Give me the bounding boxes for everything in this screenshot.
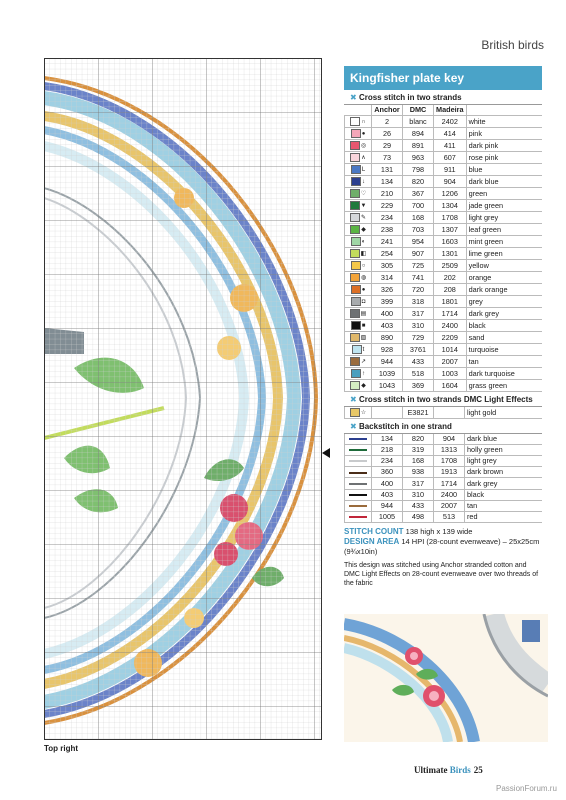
madeira-cell: 1714 xyxy=(434,478,465,489)
key-row xyxy=(345,248,543,260)
stitch-note: This design was stitched using Anchor stranded cotton and DMC Light Effects on 28-count evenweave over two threads of the fabric xyxy=(344,561,539,587)
full-cross-rows xyxy=(345,116,543,392)
symbol-cell xyxy=(345,140,372,152)
color-swatch-icon xyxy=(350,201,360,210)
madeira-cell: 1913 xyxy=(434,467,465,478)
key-row xyxy=(345,200,543,212)
color-swatch-icon xyxy=(350,117,360,126)
symbol-glyph: ■ xyxy=(361,323,366,330)
key-row xyxy=(345,478,543,489)
color-swatch-icon xyxy=(350,225,360,234)
symbol-glyph: ∩ xyxy=(361,119,366,126)
color-swatch-icon xyxy=(350,213,360,222)
key-row xyxy=(345,224,543,236)
anchor-cell: 218 xyxy=(372,445,403,456)
full-cross-table xyxy=(344,105,542,392)
symbol-cell xyxy=(345,467,372,478)
madeira-cell: 1313 xyxy=(434,445,465,456)
symbol-cell xyxy=(345,407,372,419)
design-area-value: 14 HPI (28-count evenweave) – 25x25cm (9¾x10in) xyxy=(344,536,540,556)
name-cell: sand xyxy=(466,332,542,344)
symbol-glyph: ☆ xyxy=(360,410,367,417)
key-row xyxy=(345,356,543,368)
section-marker-icon: ✖ xyxy=(350,395,357,405)
anchor-cell: 26 xyxy=(372,128,403,140)
symbol-cell xyxy=(345,248,372,260)
name-cell: leaf green xyxy=(466,224,542,236)
name-cell: dark brown xyxy=(465,467,543,478)
madeira-cell: 1301 xyxy=(434,248,467,260)
color-swatch-icon xyxy=(351,321,361,330)
symbol-glyph: ◧ xyxy=(360,251,367,258)
color-swatch-icon xyxy=(350,249,360,258)
backstitch-heading xyxy=(344,419,542,434)
color-swatch-icon xyxy=(350,357,360,366)
color-swatch-icon xyxy=(351,129,361,138)
anchor-cell: 134 xyxy=(372,176,403,188)
madeira-cell: 2400 xyxy=(434,489,465,500)
symbol-cell xyxy=(345,478,372,489)
anchor-cell: 1043 xyxy=(372,380,403,392)
symbol-cell xyxy=(345,212,372,224)
section-title: British birds xyxy=(481,38,544,52)
name-header xyxy=(466,105,542,116)
symbol-glyph: ◘ xyxy=(361,299,366,306)
dmc-cell: 907 xyxy=(403,248,434,260)
anchor-cell: 73 xyxy=(372,152,403,164)
madeira-cell: 513 xyxy=(434,511,465,522)
symbol-cell xyxy=(345,152,372,164)
key-row xyxy=(345,368,543,380)
page-footer xyxy=(414,765,483,775)
anchor-cell: 2 xyxy=(372,116,403,128)
color-swatch-icon xyxy=(352,345,362,354)
madeira-cell: 1206 xyxy=(434,188,467,200)
symbol-glyph: ○ xyxy=(361,263,366,270)
magazine-name-a: Ultimate xyxy=(414,765,448,775)
key-row xyxy=(345,188,543,200)
dmc-cell: 318 xyxy=(403,296,434,308)
anchor-cell: 944 xyxy=(372,356,403,368)
color-swatch-icon xyxy=(351,297,361,306)
madeira-cell: 904 xyxy=(434,434,465,445)
symbol-glyph: ◆ xyxy=(361,227,366,234)
madeira-cell: 1014 xyxy=(434,344,467,356)
symbol-glyph: ◐ xyxy=(361,239,366,246)
design-area-label: DESIGN AREA xyxy=(344,536,400,546)
backstitch-line-icon xyxy=(349,505,367,507)
key-row xyxy=(345,152,543,164)
madeira-cell: 1801 xyxy=(434,296,467,308)
name-cell: dark blue xyxy=(465,434,543,445)
symbol-cell xyxy=(345,356,372,368)
backstitch-line-icon xyxy=(349,460,367,462)
symbol-cell xyxy=(345,380,372,392)
symbol-glyph: ↓ xyxy=(362,179,365,186)
anchor-cell: 254 xyxy=(372,248,403,260)
name-cell: yellow xyxy=(466,260,542,272)
backstitch-line-icon xyxy=(349,472,367,474)
name-cell: jade green xyxy=(466,200,542,212)
dmc-cell: 894 xyxy=(403,128,434,140)
madeira-cell: 1714 xyxy=(434,308,467,320)
full-cross-heading-text: Cross stitch in two strands xyxy=(358,93,462,102)
dmc-cell: 798 xyxy=(403,164,434,176)
key-row xyxy=(345,236,543,248)
name-cell: black xyxy=(466,320,542,332)
anchor-cell: 234 xyxy=(372,456,403,467)
color-swatch-icon xyxy=(350,273,360,282)
key-row xyxy=(345,164,543,176)
symbol-cell xyxy=(345,368,372,380)
madeira-cell: 208 xyxy=(434,284,467,296)
madeira-cell xyxy=(434,407,465,419)
symbol-cell xyxy=(345,489,372,500)
key-row xyxy=(345,511,543,522)
key-panel xyxy=(344,66,542,588)
anchor-cell: 305 xyxy=(372,260,403,272)
anchor-cell: 890 xyxy=(372,332,403,344)
magazine-name-b: Birds xyxy=(449,765,471,775)
anchor-cell: 403 xyxy=(372,320,403,332)
color-swatch-icon xyxy=(350,189,360,198)
stitch-count-value: 138 high x 139 wide xyxy=(405,526,473,536)
dmc-cell: 317 xyxy=(403,308,434,320)
section-marker-icon: ✖ xyxy=(350,93,357,102)
color-swatch-icon xyxy=(351,177,361,186)
name-cell: dark orange xyxy=(466,284,542,296)
madeira-cell: 1304 xyxy=(434,200,467,212)
backstitch-line-icon xyxy=(349,449,367,451)
name-cell: mint green xyxy=(466,236,542,248)
symbol-glyph: ▧ xyxy=(360,335,367,342)
color-swatch-icon xyxy=(350,141,360,150)
name-cell: orange xyxy=(466,272,542,284)
symbol-cell xyxy=(345,296,372,308)
page-number: 25 xyxy=(473,765,483,775)
symbol-cell xyxy=(345,500,372,511)
light-effects-heading-text: Cross stitch in two strands DMC Light Effects xyxy=(358,395,533,405)
dmc-cell: 319 xyxy=(403,445,434,456)
anchor-cell: 928 xyxy=(372,344,403,356)
symbol-cell xyxy=(345,456,372,467)
light-effects-table xyxy=(344,407,542,419)
symbol-glyph: t xyxy=(362,347,365,354)
key-title: Kingfisher plate key xyxy=(344,66,542,90)
key-row xyxy=(345,500,543,511)
dmc-cell: 3761 xyxy=(403,344,434,356)
symbol-glyph: ● xyxy=(361,287,366,294)
stitch-count-label: STITCH COUNT xyxy=(344,526,404,536)
key-row xyxy=(345,489,543,500)
anchor-cell: 234 xyxy=(372,212,403,224)
dmc-cell: 820 xyxy=(403,176,434,188)
symbol-cell xyxy=(345,272,372,284)
chart-centre-arrow xyxy=(322,448,330,458)
madeira-cell: 607 xyxy=(434,152,467,164)
color-swatch-icon xyxy=(351,237,361,246)
name-cell: tan xyxy=(466,356,542,368)
name-cell: dark blue xyxy=(466,176,542,188)
dmc-cell: 433 xyxy=(403,500,434,511)
anchor-cell: 1039 xyxy=(372,368,403,380)
anchor-cell: 134 xyxy=(372,434,403,445)
dmc-cell: 367 xyxy=(403,188,434,200)
key-row xyxy=(345,296,543,308)
dmc-cell: 891 xyxy=(403,140,434,152)
madeira-cell: 1603 xyxy=(434,236,467,248)
dmc-cell: 168 xyxy=(403,212,434,224)
key-row xyxy=(345,467,543,478)
cross-stitch-chart xyxy=(44,58,322,740)
symbol-cell xyxy=(345,434,372,445)
dmc-cell: 741 xyxy=(403,272,434,284)
name-cell: dark grey xyxy=(465,478,543,489)
symbol-glyph: ↗ xyxy=(360,359,367,366)
dmc-cell: 720 xyxy=(403,284,434,296)
key-row xyxy=(345,308,543,320)
madeira-cell: 2007 xyxy=(434,356,467,368)
anchor-cell: 314 xyxy=(372,272,403,284)
dmc-cell: 820 xyxy=(403,434,434,445)
symbol-cell xyxy=(345,260,372,272)
symbol-glyph: ▼ xyxy=(360,203,367,210)
dmc-cell: blanc xyxy=(403,116,434,128)
anchor-cell: 229 xyxy=(372,200,403,212)
dmc-cell: 369 xyxy=(403,380,434,392)
key-row xyxy=(345,128,543,140)
symbol-glyph: ✎ xyxy=(360,215,367,222)
name-cell: blue xyxy=(466,164,542,176)
name-cell: pink xyxy=(466,128,542,140)
name-cell: light gold xyxy=(465,407,543,419)
dmc-cell: 963 xyxy=(403,152,434,164)
madeira-cell: 1003 xyxy=(434,368,467,380)
symbol-cell xyxy=(345,284,372,296)
name-cell: grass green xyxy=(466,380,542,392)
symbol-glyph: ◆ xyxy=(361,383,366,390)
anchor-cell: 360 xyxy=(372,467,403,478)
symbol-cell xyxy=(345,308,372,320)
dmc-cell: 703 xyxy=(403,224,434,236)
key-row xyxy=(345,176,543,188)
anchor-cell: 400 xyxy=(372,308,403,320)
madeira-cell: 414 xyxy=(434,128,467,140)
key-row xyxy=(345,380,543,392)
dmc-cell: 310 xyxy=(403,320,434,332)
key-row xyxy=(345,344,543,356)
symbol-cell xyxy=(345,445,372,456)
name-cell: grey xyxy=(466,296,542,308)
key-row xyxy=(345,212,543,224)
name-cell: lime green xyxy=(466,248,542,260)
symbol-cell xyxy=(345,188,372,200)
key-row xyxy=(345,260,543,272)
symbol-glyph: ◎ xyxy=(360,143,367,150)
name-cell: rose pink xyxy=(466,152,542,164)
symbol-glyph: L xyxy=(361,167,366,174)
symbol-glyph: ♡ xyxy=(360,191,367,198)
name-cell: black xyxy=(465,489,543,500)
symbol-glyph: ▤ xyxy=(360,311,367,318)
symbol-cell xyxy=(345,200,372,212)
name-cell: turquoise xyxy=(466,344,542,356)
symbol-cell xyxy=(345,236,372,248)
anchor-cell: 326 xyxy=(372,284,403,296)
madeira-header: Madeira xyxy=(434,105,467,116)
dmc-cell: 433 xyxy=(403,356,434,368)
key-row xyxy=(345,116,543,128)
name-cell: holly green xyxy=(465,445,543,456)
anchor-header: Anchor xyxy=(372,105,403,116)
madeira-cell: 2400 xyxy=(434,320,467,332)
color-swatch-icon xyxy=(351,285,361,294)
color-swatch-icon xyxy=(350,381,360,390)
symbol-cell xyxy=(345,224,372,236)
madeira-cell: 2402 xyxy=(434,116,467,128)
symbol-cell xyxy=(345,511,372,522)
key-row xyxy=(345,456,543,467)
key-row xyxy=(345,320,543,332)
dmc-cell: E3821 xyxy=(403,407,434,419)
key-row xyxy=(345,284,543,296)
name-cell: light grey xyxy=(465,456,543,467)
anchor-cell: 210 xyxy=(372,188,403,200)
backstitch-line-icon xyxy=(349,483,367,485)
name-cell: light grey xyxy=(466,212,542,224)
stitched-photo-graphic xyxy=(344,614,548,742)
anchor-cell: 1005 xyxy=(372,511,403,522)
name-cell: green xyxy=(466,188,542,200)
anchor-cell: 29 xyxy=(372,140,403,152)
name-cell: dark turquoise xyxy=(466,368,542,380)
dmc-cell: 700 xyxy=(403,200,434,212)
dmc-cell: 518 xyxy=(403,368,434,380)
backstitch-line-icon xyxy=(349,438,367,440)
name-cell: white xyxy=(466,116,542,128)
madeira-cell: 904 xyxy=(434,176,467,188)
full-cross-heading xyxy=(344,90,542,105)
light-effects-heading xyxy=(344,392,542,407)
color-swatch-icon xyxy=(351,165,361,174)
color-swatch-icon xyxy=(350,333,360,342)
stitched-photo xyxy=(344,614,548,742)
symbol-cell xyxy=(345,176,372,188)
madeira-cell: 1604 xyxy=(434,380,467,392)
color-swatch-icon xyxy=(351,369,361,378)
anchor-cell: 403 xyxy=(372,489,403,500)
symbol-cell xyxy=(345,116,372,128)
anchor-cell xyxy=(372,407,403,419)
anchor-cell: 944 xyxy=(372,500,403,511)
color-swatch-icon xyxy=(351,261,361,270)
dmc-cell: 954 xyxy=(403,236,434,248)
madeira-cell: 2007 xyxy=(434,500,465,511)
dmc-cell: 168 xyxy=(403,456,434,467)
key-row xyxy=(345,434,543,445)
key-row xyxy=(345,407,543,419)
color-swatch-icon xyxy=(350,153,360,162)
key-row xyxy=(345,272,543,284)
symbol-glyph: ◍ xyxy=(360,275,367,282)
dmc-cell: 498 xyxy=(403,511,434,522)
dmc-cell: 729 xyxy=(403,332,434,344)
color-swatch-icon xyxy=(350,309,360,318)
backstitch-line-icon xyxy=(349,494,367,496)
name-cell: red xyxy=(465,511,543,522)
backstitch-line-icon xyxy=(349,516,367,518)
watermark: PassionForum.ru xyxy=(496,784,557,793)
chart-caption: Top right xyxy=(44,744,79,753)
key-row xyxy=(345,445,543,456)
name-cell: dark grey xyxy=(466,308,542,320)
dmc-cell: 317 xyxy=(403,478,434,489)
madeira-cell: 1708 xyxy=(434,456,465,467)
key-row xyxy=(345,140,543,152)
dmc-header: DMC xyxy=(403,105,434,116)
anchor-cell: 400 xyxy=(372,478,403,489)
backstitch-heading-text: Backstitch in one strand xyxy=(358,422,452,432)
dmc-cell: 725 xyxy=(403,260,434,272)
madeira-cell: 2509 xyxy=(434,260,467,272)
madeira-cell: 1708 xyxy=(434,212,467,224)
anchor-cell: 131 xyxy=(372,164,403,176)
anchor-cell: 399 xyxy=(372,296,403,308)
key-row xyxy=(345,332,543,344)
madeira-cell: 202 xyxy=(434,272,467,284)
backstitch-table xyxy=(344,434,542,523)
symbol-cell xyxy=(345,320,372,332)
symbol-cell xyxy=(345,344,372,356)
stitch-count xyxy=(344,527,542,557)
symbol-glyph: ↑ xyxy=(362,371,365,378)
dmc-cell: 938 xyxy=(403,467,434,478)
color-swatch-icon xyxy=(350,408,360,417)
section-marker-icon: ✖ xyxy=(350,422,357,432)
symbol-glyph: ● xyxy=(361,131,366,138)
anchor-cell: 238 xyxy=(372,224,403,236)
chart-graphic xyxy=(44,58,322,740)
symbol-glyph: ∧ xyxy=(361,155,366,162)
name-cell: tan xyxy=(465,500,543,511)
madeira-cell: 911 xyxy=(434,164,467,176)
madeira-cell: 1307 xyxy=(434,224,467,236)
symbol-cell xyxy=(345,164,372,176)
symbol-cell xyxy=(345,128,372,140)
symbol-cell xyxy=(345,332,372,344)
dmc-cell: 310 xyxy=(403,489,434,500)
anchor-cell: 241 xyxy=(372,236,403,248)
name-cell: dark pink xyxy=(466,140,542,152)
sym-header xyxy=(345,105,372,116)
madeira-cell: 2209 xyxy=(434,332,467,344)
madeira-cell: 411 xyxy=(434,140,467,152)
